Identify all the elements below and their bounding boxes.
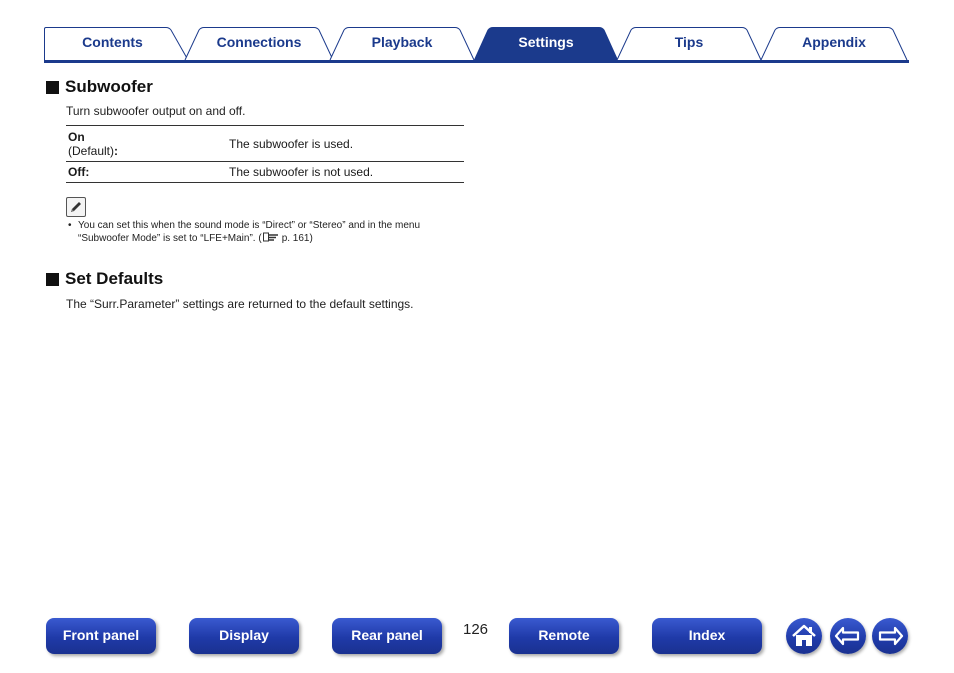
option-description: The subwoofer is used. [229, 136, 354, 151]
table-row [66, 126, 464, 162]
heading-text: Set Defaults [65, 269, 164, 288]
tab-label: Connections [216, 34, 302, 50]
option-default-text: (Default) [68, 143, 115, 158]
option-cell [66, 126, 228, 162]
tab-label: Playback [371, 34, 433, 50]
table-row [66, 162, 464, 183]
set-defaults-description: The “Surr.Parameter” settings are returned to the default settings. [66, 297, 414, 311]
tab-underline [44, 60, 909, 63]
tab-tips[interactable] [616, 27, 762, 61]
home-icon [786, 618, 822, 654]
button-label: Display [219, 627, 269, 643]
section-heading-set-defaults [46, 269, 163, 289]
note-line-2: “Subwoofer Mode” is set to “LFE+Main”. ( [78, 233, 262, 244]
page-reference-icon [263, 232, 279, 247]
button-label: Front panel [62, 627, 140, 643]
note-bullet: • [68, 220, 72, 231]
heading-text: Subwoofer [65, 77, 153, 96]
option-colon: : [114, 143, 119, 158]
button-label: Index [688, 627, 726, 643]
home-button[interactable] [786, 618, 822, 654]
tab-label: Settings [518, 34, 574, 50]
tab-label: Tips [674, 34, 704, 50]
note-line-1: You can set this when the sound mode is “Direct” or “Stereo” and in the menu [78, 220, 421, 231]
tab-connections[interactable] [184, 27, 334, 61]
settings-table [66, 125, 464, 183]
back-button[interactable] [830, 618, 866, 654]
rear-panel-button[interactable] [332, 618, 442, 654]
heading-square-icon [46, 273, 59, 286]
section-heading-subwoofer [46, 77, 153, 97]
tab-appendix[interactable] [760, 27, 908, 61]
arrow-right-icon [872, 618, 908, 654]
button-label: Rear panel [351, 627, 423, 643]
tab-settings[interactable] [473, 27, 619, 61]
front-panel-button[interactable] [46, 618, 156, 654]
forward-button[interactable] [872, 618, 908, 654]
heading-square-icon [46, 81, 59, 94]
note-line [68, 232, 468, 247]
remote-button[interactable] [509, 618, 619, 654]
note-page-ref: p. 161) [281, 233, 313, 244]
option-name: On [68, 129, 85, 144]
note-line [68, 219, 468, 232]
note-pencil-icon [66, 197, 86, 217]
button-label: Remote [538, 627, 590, 643]
tab-bar [44, 27, 910, 63]
tab-contents[interactable] [44, 27, 189, 61]
option-name: Off: [68, 165, 90, 179]
tab-label: Contents [82, 34, 143, 50]
display-button[interactable] [189, 618, 299, 654]
arrow-left-icon [830, 618, 866, 654]
index-button[interactable] [652, 618, 762, 654]
page-number: 126 [463, 621, 489, 638]
note-text [68, 219, 468, 247]
tab-label: Appendix [802, 34, 866, 50]
subwoofer-description: Turn subwoofer output on and off. [66, 104, 246, 118]
option-default [68, 144, 228, 158]
tab-playback[interactable] [329, 27, 475, 61]
option-description: The subwoofer is not used. [229, 165, 374, 179]
